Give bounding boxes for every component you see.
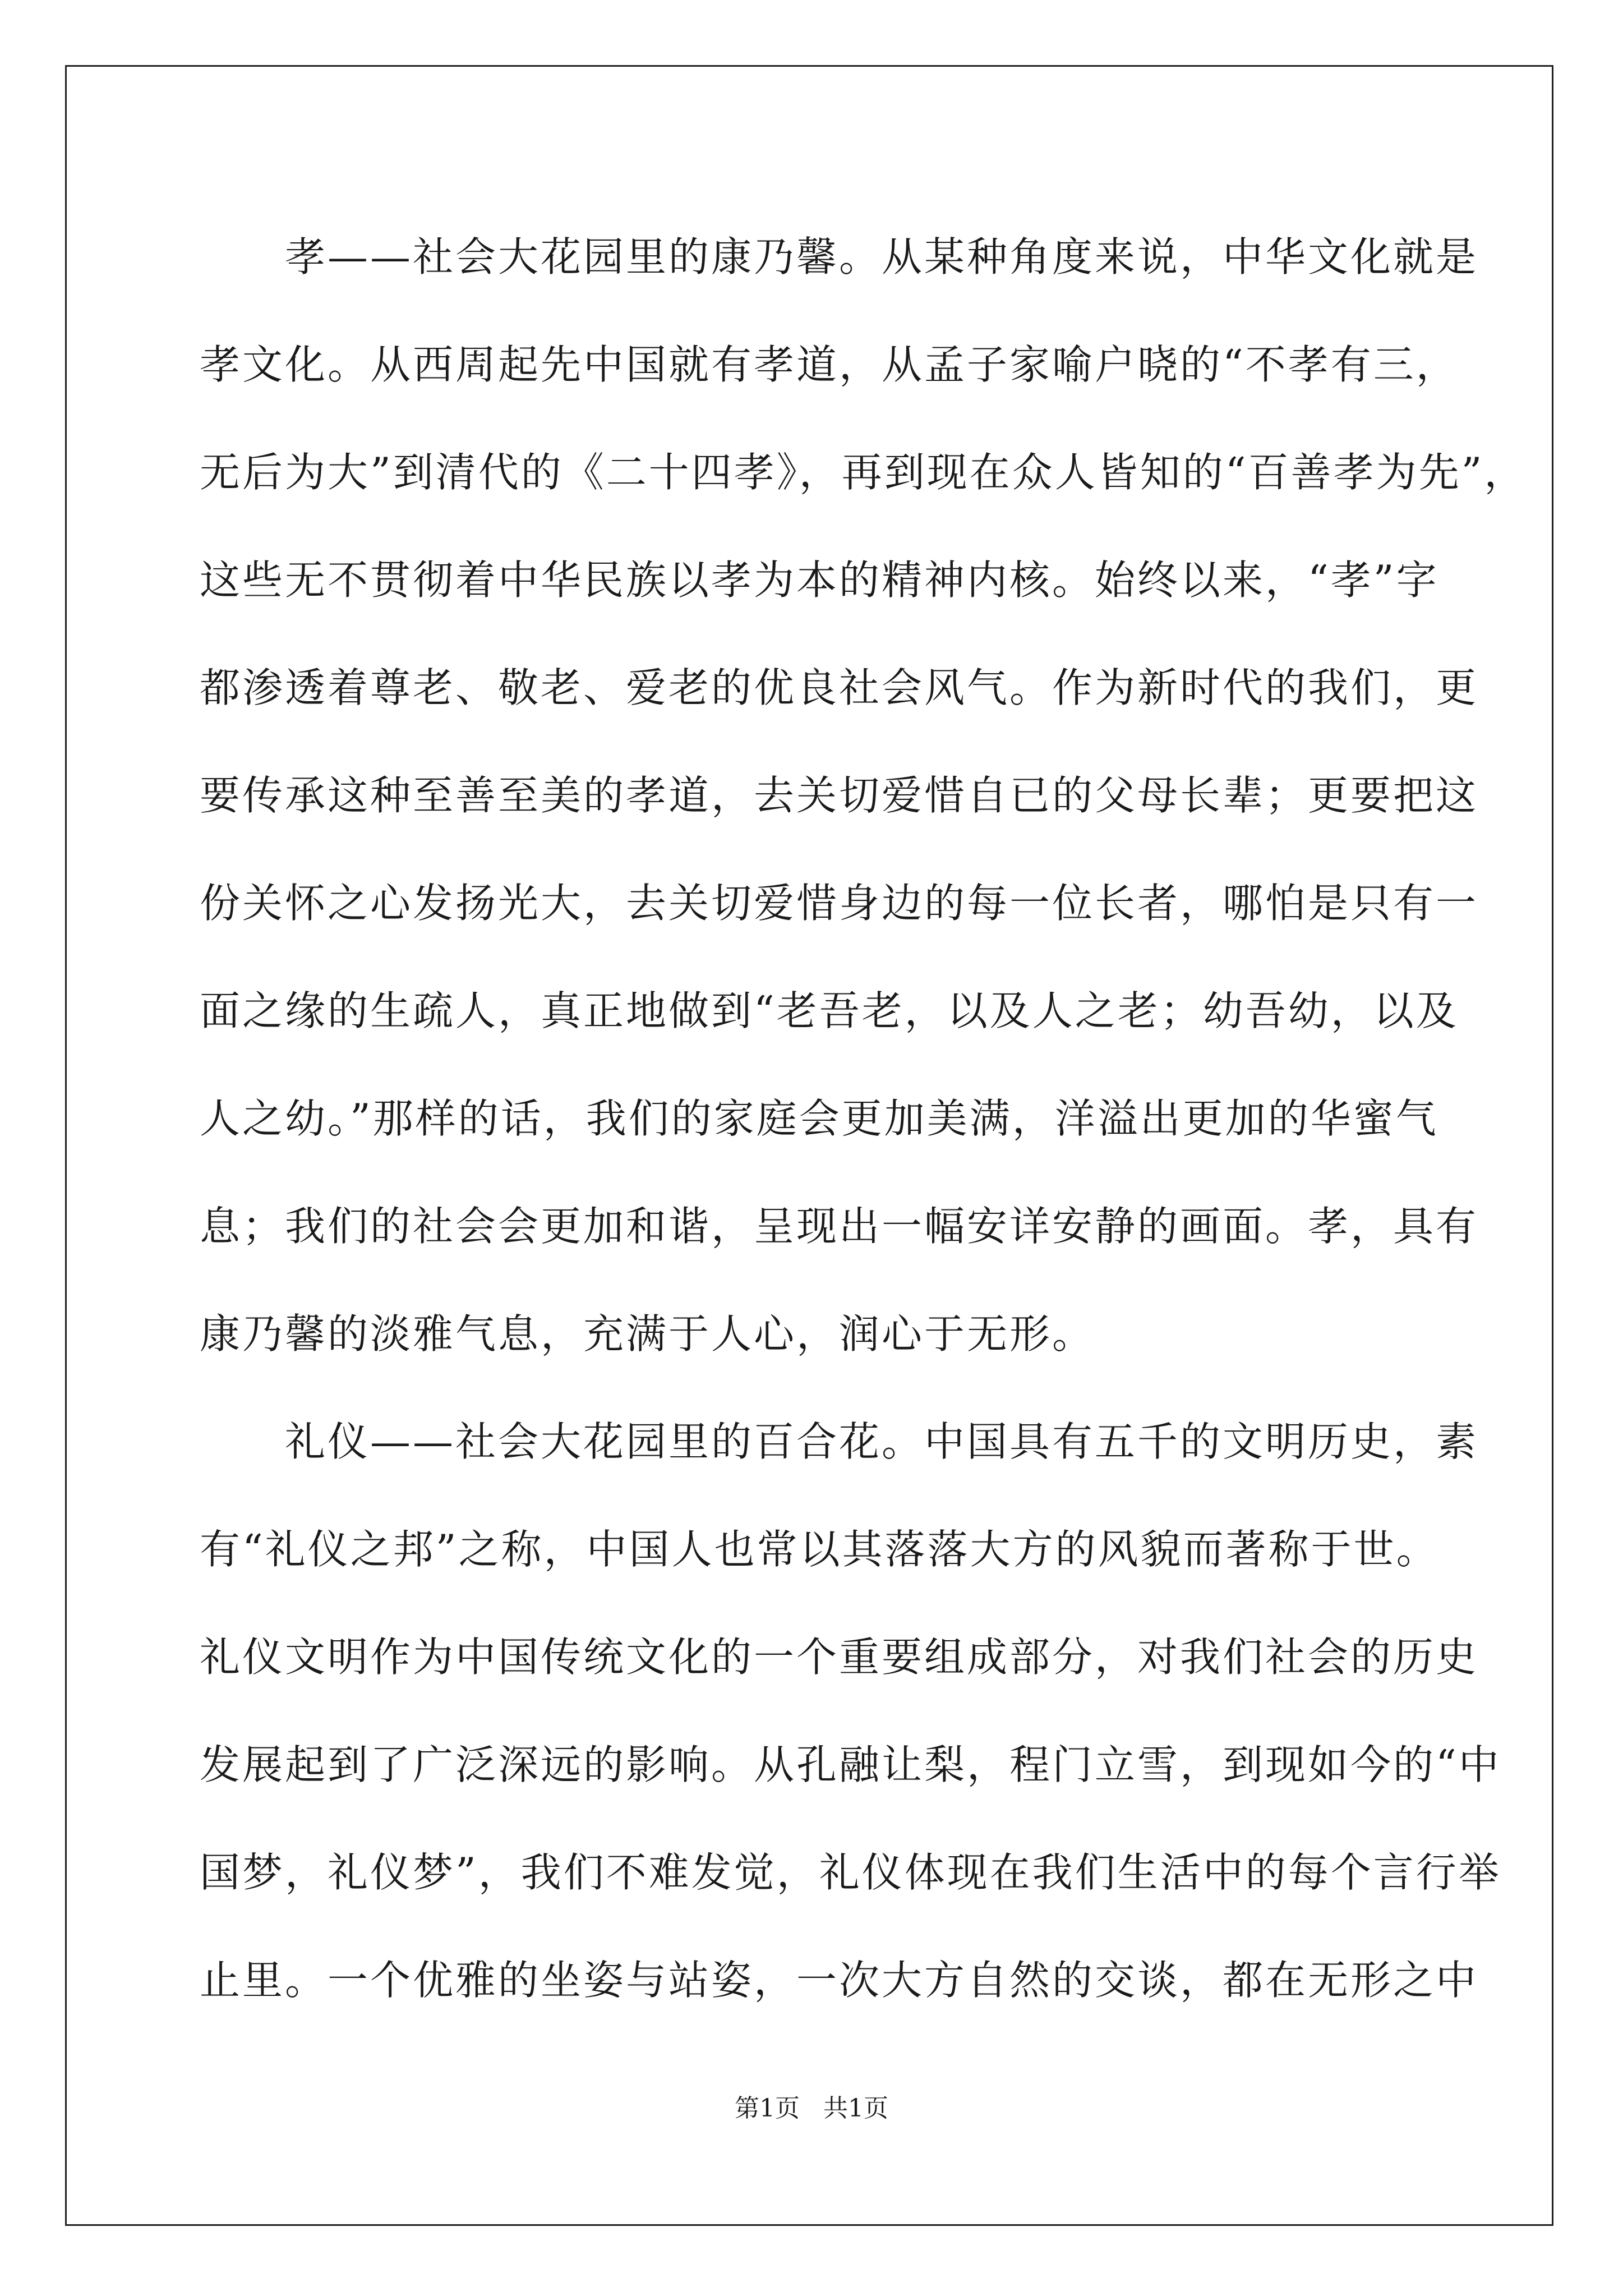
text-line: 份关怀之心发扬光大，去关切爱惜身边的每一位长者，哪怕是只有一 xyxy=(200,880,1479,927)
text-line: 面之缘的生疏人，真正地做到“老吾老，以及人之老；幼吾幼，以及 xyxy=(200,987,1459,1034)
document-body xyxy=(200,203,1527,2034)
text-line: 发展起到了广泛深远的影响。从孔融让梨，程门立雪，到现如今的“中 xyxy=(200,1741,1501,1788)
text-line: 要传承这种至善至美的孝道，去关切爱惜自已的父母长辈；更要把这 xyxy=(200,772,1479,819)
text-line: 息；我们的社会会更加和谐，呈现出一幅安详安静的画面。孝，具有 xyxy=(200,1203,1479,1250)
text-line: 都渗透着尊老、敬老、爱老的优良社会风气。作为新时代的我们，更 xyxy=(200,664,1479,711)
text-line: 无后为大”到清代的《二十四孝》，再到现在众人皆知的“百善孝为先”， xyxy=(200,449,1527,496)
text-line: 止里。一个优雅的坐姿与站姿，一次大方自然的交谈，都在无形之中 xyxy=(200,1957,1479,2004)
text-line: 这些无不贯彻着中华民族以孝为本的精神内核。始终以来，“孝”字 xyxy=(200,556,1439,604)
text-line: 有“礼仪之邦”之称，中国人也常以其落落大方的风貌而著称于世。 xyxy=(200,1526,1439,1573)
text-line: 礼仪——社会大花园里的百合花。中国具有五千的文明历史，素 xyxy=(200,1418,1479,1465)
page-number-footer: 第1页 共1页 xyxy=(735,2094,888,2123)
text-line: 康乃馨的淡雅气息，充满于人心，润心于无形。 xyxy=(200,1310,1095,1358)
text-line: 礼仪文明作为中国传统文化的一个重要组成部分，对我们社会的历史 xyxy=(200,1634,1479,1681)
text-line: 孝文化。从西周起先中国就有孝道，从孟子家喻户晓的“不孝有三， xyxy=(200,341,1459,388)
text-line: 孝——社会大花园里的康乃馨。从某种角度来说，中华文化就是 xyxy=(200,233,1479,280)
text-line: 人之幼。”那样的话，我们的家庭会更加美满，洋溢出更加的华蜜气 xyxy=(200,1095,1438,1142)
text-line: 国梦，礼仪梦”，我们不难发觉，礼仪体现在我们生活中的每个言行举 xyxy=(200,1849,1501,1896)
